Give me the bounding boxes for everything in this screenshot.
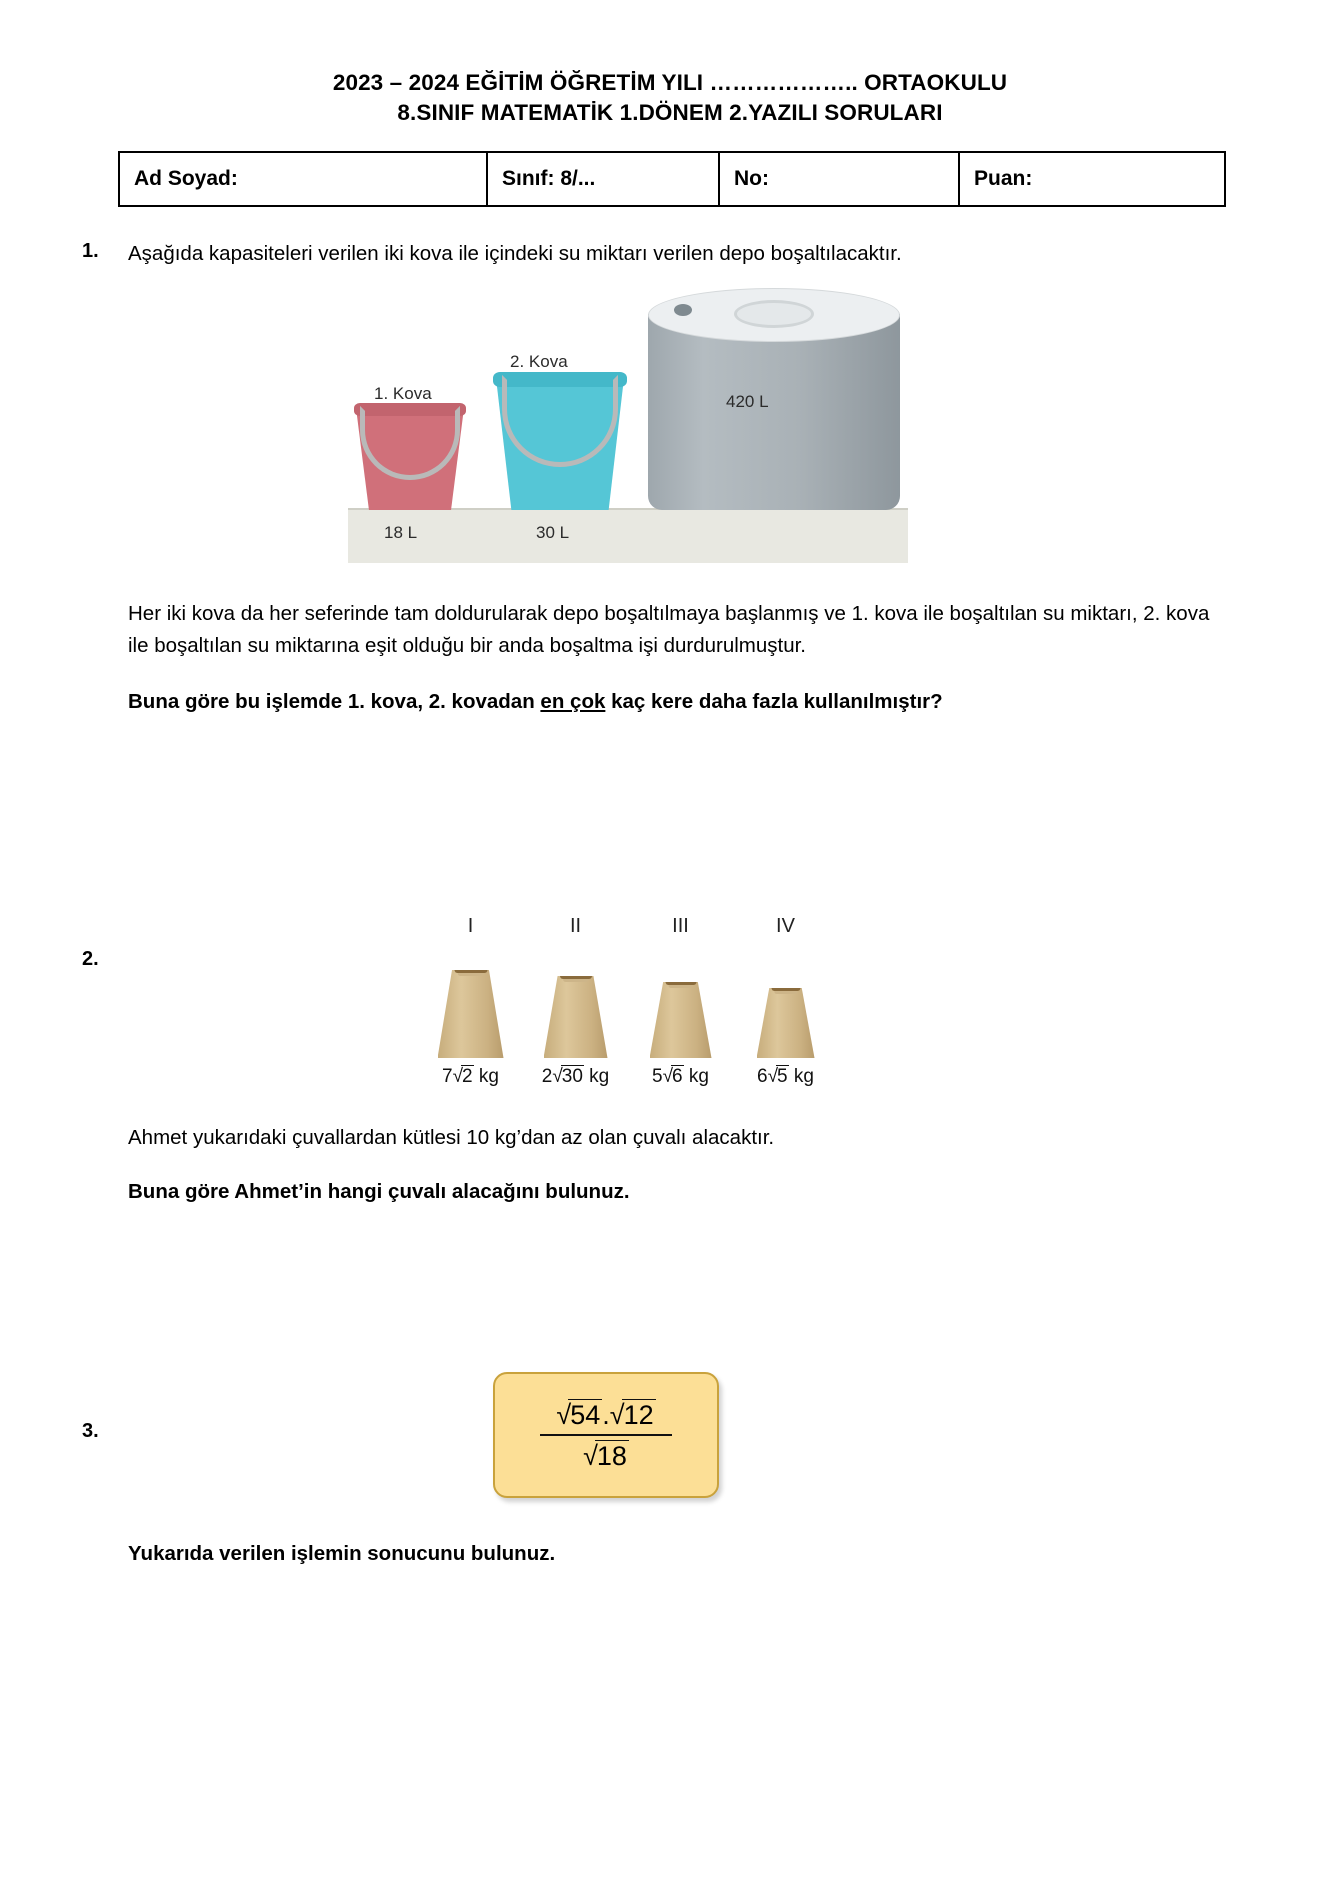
field-class[interactable] [488, 153, 720, 205]
radical-icon: √ [552, 1066, 563, 1087]
field-score[interactable] [960, 153, 1224, 205]
sack-1-body [438, 970, 504, 1058]
sack-mass-2-coeff: 2 [541, 1066, 553, 1087]
expression-denominator [583, 1436, 629, 1472]
radical-icon: √ [556, 1399, 572, 1430]
sack-mass-4-unit: kg [793, 1066, 814, 1087]
bucket-2-illustration [496, 378, 624, 510]
radical-icon: √ [583, 1440, 598, 1471]
question-1-ask [128, 690, 1232, 714]
question-3-ask: Yukarıda verilen işlemin sonucunu bulunuz. [128, 1542, 556, 1565]
radical-icon: √ [767, 1066, 779, 1087]
sack-4-illustration [733, 988, 838, 1058]
field-number-label: No: [734, 166, 769, 190]
numerator-radicand-b: 12 [623, 1399, 654, 1430]
field-number[interactable] [720, 153, 960, 205]
sack-2-tie [560, 972, 592, 979]
question-1-ask-after: kaç kere daha fazla kullanılmıştır? [605, 690, 943, 713]
sack-mass-2-value [542, 1065, 584, 1088]
question-2-figure [418, 915, 838, 1105]
numerator-radicand-a: 54 [570, 1399, 601, 1430]
sack-mass-1 [418, 1065, 523, 1088]
bucket-1-capacity-label: 18 L [384, 523, 418, 542]
depot-vent-icon [674, 304, 692, 316]
sack-mass-3 [628, 1065, 733, 1088]
bucket-2-capacity-label: 30 L [536, 523, 570, 542]
sack-2-illustration [523, 976, 628, 1058]
question-1-ask-emphasis: en çok [540, 690, 606, 713]
sack-mass-4-value [757, 1065, 789, 1088]
sack-mass-3-radicand: 6 [672, 1066, 683, 1087]
sack-mass-3-unit: kg [688, 1066, 709, 1087]
sack-mass-4 [733, 1065, 838, 1088]
radical-icon: √ [662, 1066, 674, 1087]
sack-3-neck [668, 968, 693, 988]
depot-illustration [648, 288, 900, 510]
sack-3-illustration [628, 982, 733, 1058]
question-1-body: Her iki kova da her seferinde tam doldurularak depo boşaltılmaya başlanmış ve 1. kova ile boşaltılan su miktarı, 2. kova ile boşaltılan su miktarına eşit olduğu bir anda boşaltma işi durdurulmuştur. [128, 602, 1210, 657]
question-1-ask-before: Buna göre bu işlemde 1. kova, 2. kovadan [128, 690, 541, 713]
expression-numerator [556, 1399, 655, 1434]
bucket-2-name-label: 2. Kova [510, 352, 568, 371]
sack-mass-2-unit: kg [589, 1066, 610, 1087]
figure-ground [348, 508, 908, 563]
sack-mass-labels [418, 1065, 838, 1088]
field-name[interactable] [120, 153, 488, 205]
sack-mass-1-unit: kg [478, 1066, 499, 1087]
radical-icon: √ [609, 1399, 625, 1430]
question-2-ask: Buna göre Ahmet’in hangi çuvalı alacağını bulunuz. [128, 1180, 630, 1203]
sack-label-4: IV [776, 915, 795, 937]
header-line-1: 2023 – 2024 EĞİTİM ÖĞRETİM YILI ……………….. ORTAOKULU [332, 70, 1008, 95]
question-3-number: 3. [82, 1420, 99, 1442]
student-info-table [118, 151, 1226, 207]
sack-1-illustration [418, 970, 523, 1058]
sack-mass-1-value [442, 1065, 474, 1088]
sack-2-body [544, 976, 608, 1058]
sack-4-neck [774, 974, 797, 994]
sack-4-tie [771, 984, 800, 991]
sack-label-2: II [569, 915, 582, 937]
sack-mass-4-radicand: 5 [777, 1066, 788, 1087]
sack-label-3: III [672, 915, 689, 937]
sack-3-body [650, 982, 712, 1058]
field-score-label: Puan: [974, 166, 1033, 190]
bucket-1-name-label: 1. Kova [374, 384, 432, 403]
sack-mass-1-radicand: 2 [462, 1066, 473, 1087]
question-1-prompt: Aşağıda kapasiteleri verilen iki kova ile içindeki su miktarı verilen depo boşaltılacaktır. [128, 242, 902, 265]
question-3-expression-card [493, 1372, 719, 1498]
field-class-label: Sınıf: 8/... [502, 166, 596, 190]
depot-body [648, 314, 900, 510]
question-2-number: 2. [82, 948, 99, 970]
sack-mass-1-coeff: 7 [442, 1066, 453, 1087]
sack-mass-3-value [652, 1065, 684, 1088]
depot-hatch-icon [734, 300, 814, 328]
header-line-2: 8.SINIF MATEMATİK 1.DÖNEM 2.YAZILI SORULARI [397, 100, 943, 126]
sack-1-tie [454, 966, 487, 973]
depot-capacity-label: 420 L [726, 392, 769, 411]
question-1-figure [348, 280, 908, 565]
field-name-label: Ad Soyad: [134, 166, 238, 190]
sack-mass-2-radicand: 30 [561, 1066, 583, 1087]
denominator-radicand: 18 [596, 1440, 627, 1471]
question-2-prompt: Ahmet yukarıdaki çuvallardan kütlesi 10 kg’dan az olan çuvalı alacaktır. [128, 1126, 775, 1149]
sack-mass-2 [523, 1065, 628, 1088]
sack-illustrations [418, 943, 838, 1058]
radical-icon: √ [452, 1066, 464, 1087]
sack-1-neck [457, 956, 483, 976]
sack-mass-4-coeff: 6 [757, 1066, 768, 1087]
document-header [0, 0, 1340, 129]
sack-2-neck [563, 962, 589, 982]
multiplication-dot: . [602, 1399, 610, 1430]
sack-3-tie [665, 978, 696, 985]
bucket-1-illustration [356, 408, 464, 510]
sack-mass-3-coeff: 5 [652, 1066, 663, 1087]
sack-4-body [757, 988, 815, 1058]
sack-roman-labels [418, 915, 838, 938]
sack-label-1: I [467, 915, 474, 937]
question-1-number: 1. [82, 240, 99, 262]
